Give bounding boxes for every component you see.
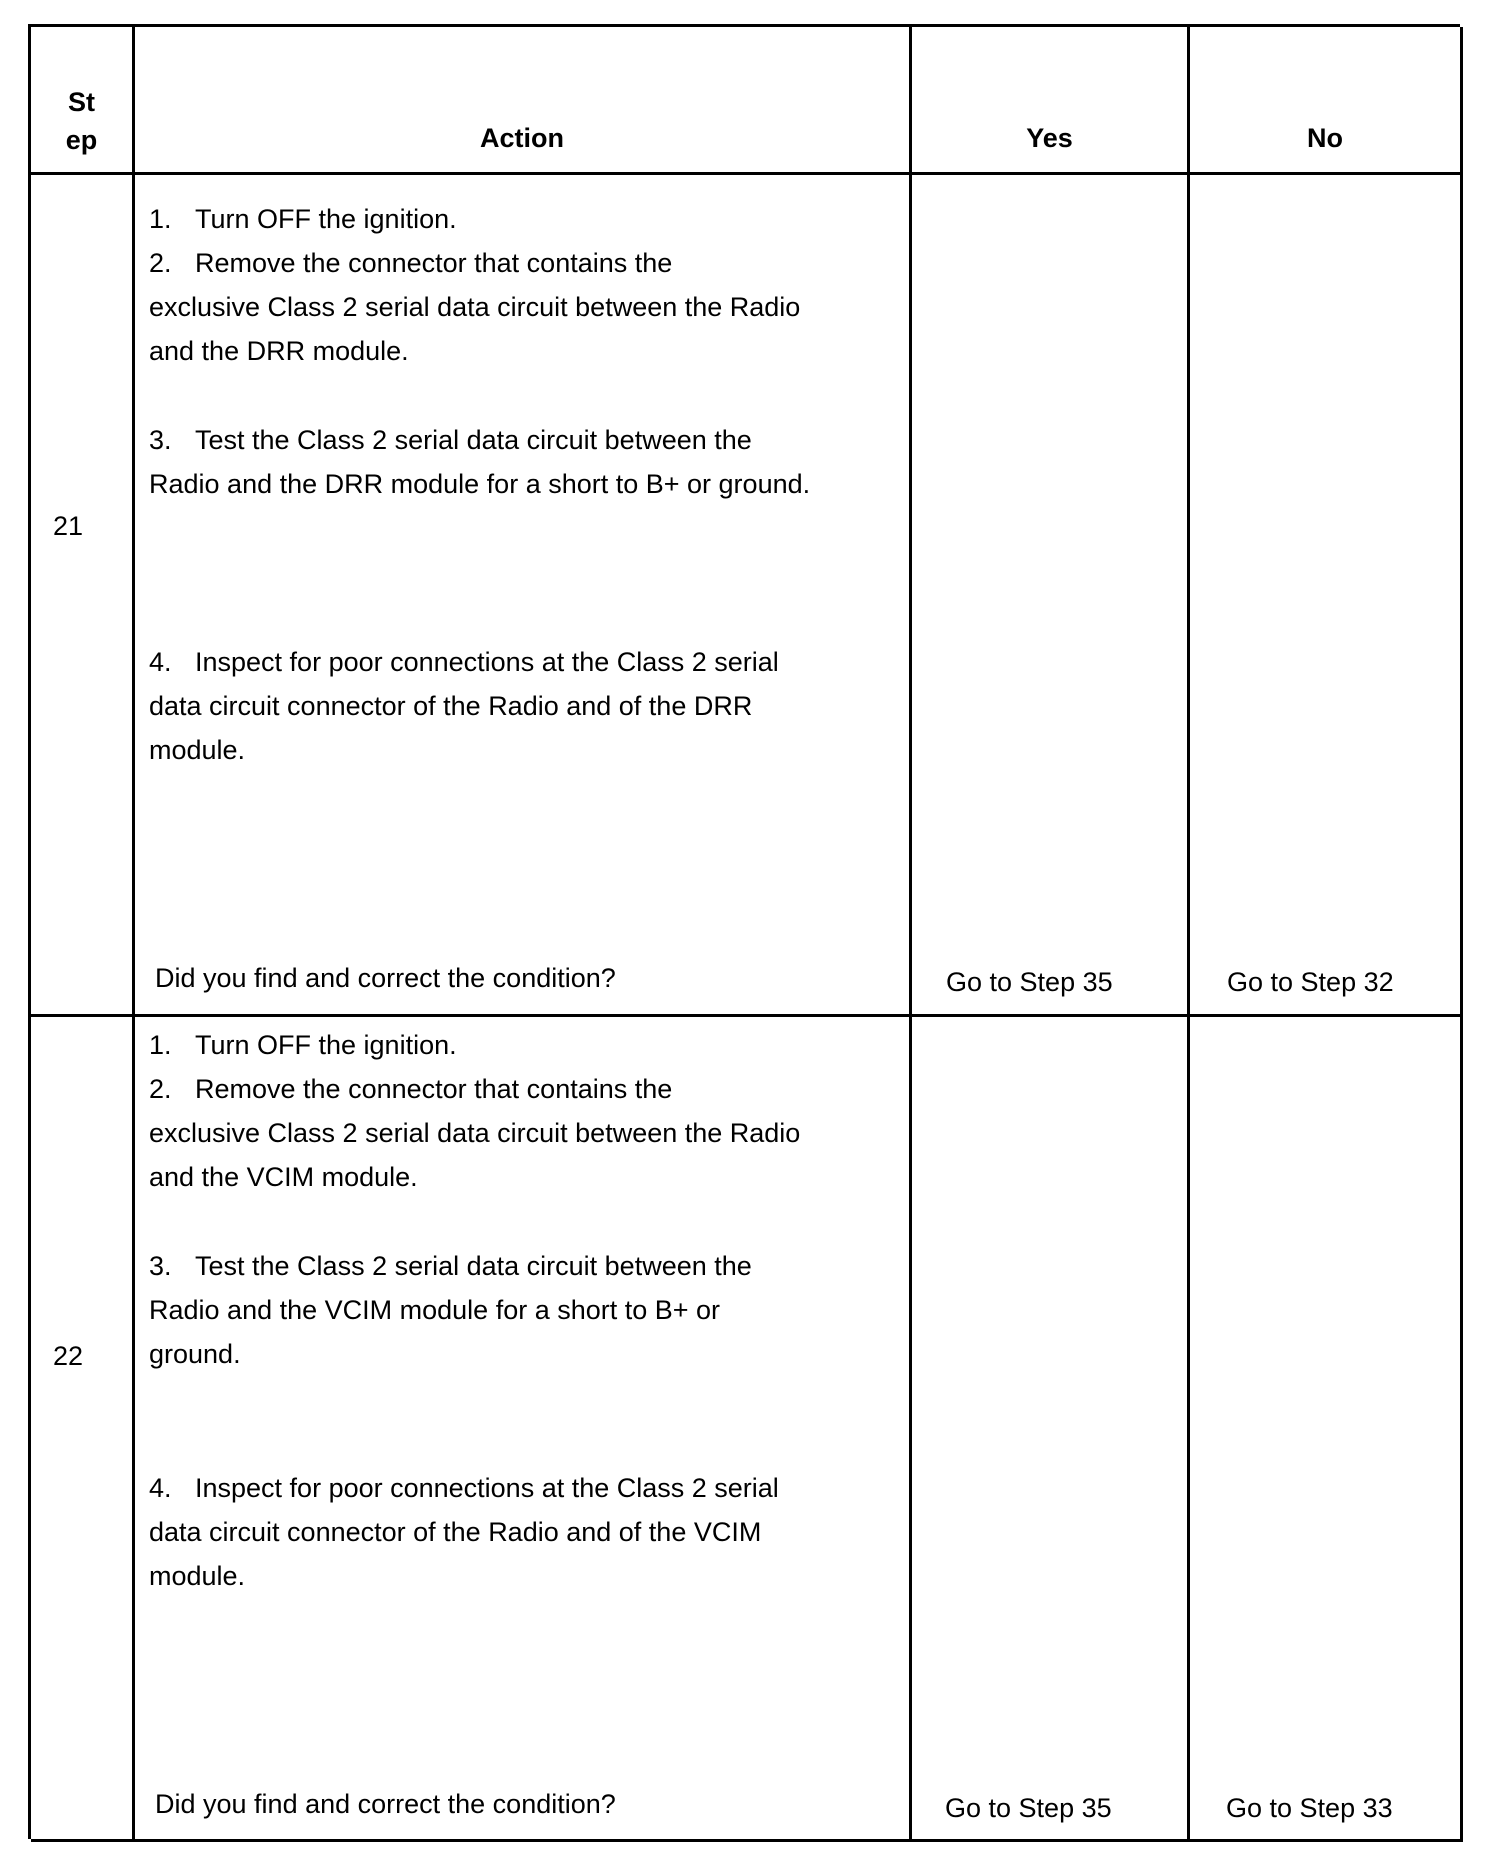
item-number: 1. — [149, 1030, 172, 1060]
action-item-1 — [149, 197, 457, 241]
item-line: exclusive Class 2 serial data circuit between the Radio — [149, 1118, 801, 1148]
header-step-line2: ep — [65, 125, 98, 155]
header-yes-label: Yes — [1026, 123, 1073, 153]
header-step-line1: St — [68, 87, 95, 117]
item-number: 1. — [149, 204, 172, 234]
item-number: 4. — [149, 1473, 172, 1503]
step-cell-21 — [31, 175, 135, 1017]
action-item-3 — [149, 418, 810, 506]
yes-result: Go to Step 35 — [946, 967, 1113, 997]
no-result: Go to Step 32 — [1227, 967, 1394, 997]
action-item-1 — [149, 1023, 457, 1067]
action-cell-21 — [135, 175, 912, 1017]
item-number: 3. — [149, 1251, 172, 1281]
step-number: 22 — [53, 1341, 84, 1371]
header-action — [135, 27, 912, 175]
item-line: Remove the connector that contains the — [195, 1074, 673, 1104]
no-result: Go to Step 33 — [1226, 1793, 1393, 1823]
action-item-4 — [149, 640, 779, 772]
no-cell-21 — [1190, 175, 1463, 1017]
item-line: Turn OFF the ignition. — [195, 204, 457, 234]
item-line: module. — [149, 1561, 246, 1591]
item-line: and the DRR module. — [149, 336, 409, 366]
yes-cell-21 — [912, 175, 1190, 1017]
item-line: and the VCIM module. — [149, 1162, 418, 1192]
no-cell-22 — [1190, 1017, 1463, 1842]
item-line: Test the Class 2 serial data circuit between the — [195, 425, 752, 455]
item-line: exclusive Class 2 serial data circuit between the Radio — [149, 292, 801, 322]
action-item-4 — [149, 1466, 779, 1598]
header-step — [31, 27, 135, 175]
item-line: Inspect for poor connections at the Class 2 serial — [195, 1473, 779, 1503]
item-number: 2. — [149, 248, 172, 278]
item-line: Inspect for poor connections at the Class 2 serial — [195, 647, 779, 677]
action-cell-22 — [135, 1017, 912, 1842]
action-item-2 — [149, 1067, 800, 1199]
item-line: data circuit connector of the Radio and of the DRR — [149, 691, 753, 721]
item-line: Test the Class 2 serial data circuit between the — [195, 1251, 752, 1281]
yes-result: Go to Step 35 — [945, 1793, 1112, 1823]
question-text: Did you find and correct the condition? — [155, 1789, 616, 1819]
step-number: 21 — [53, 511, 84, 541]
question-text: Did you find and correct the condition? — [155, 963, 616, 993]
item-line: Radio and the VCIM module for a short to B+ or — [149, 1295, 721, 1325]
item-line: data circuit connector of the Radio and of the VCIM — [149, 1517, 762, 1547]
item-line: Remove the connector that contains the — [195, 248, 673, 278]
yes-cell-22 — [912, 1017, 1190, 1842]
header-action-label: Action — [480, 123, 564, 153]
item-line: ground. — [149, 1339, 241, 1369]
item-number: 4. — [149, 647, 172, 677]
header-no-label: No — [1307, 123, 1343, 153]
item-line: Turn OFF the ignition. — [195, 1030, 457, 1060]
step-cell-22 — [31, 1017, 135, 1842]
action-item-3 — [149, 1244, 752, 1376]
header-yes — [912, 27, 1190, 175]
item-line: module. — [149, 735, 246, 765]
action-item-2 — [149, 241, 800, 373]
item-number: 3. — [149, 425, 172, 455]
diagnostic-table — [28, 24, 1460, 1839]
item-line: Radio and the DRR module for a short to B+ or ground. — [149, 469, 811, 499]
item-number: 2. — [149, 1074, 172, 1104]
header-no — [1190, 27, 1463, 175]
